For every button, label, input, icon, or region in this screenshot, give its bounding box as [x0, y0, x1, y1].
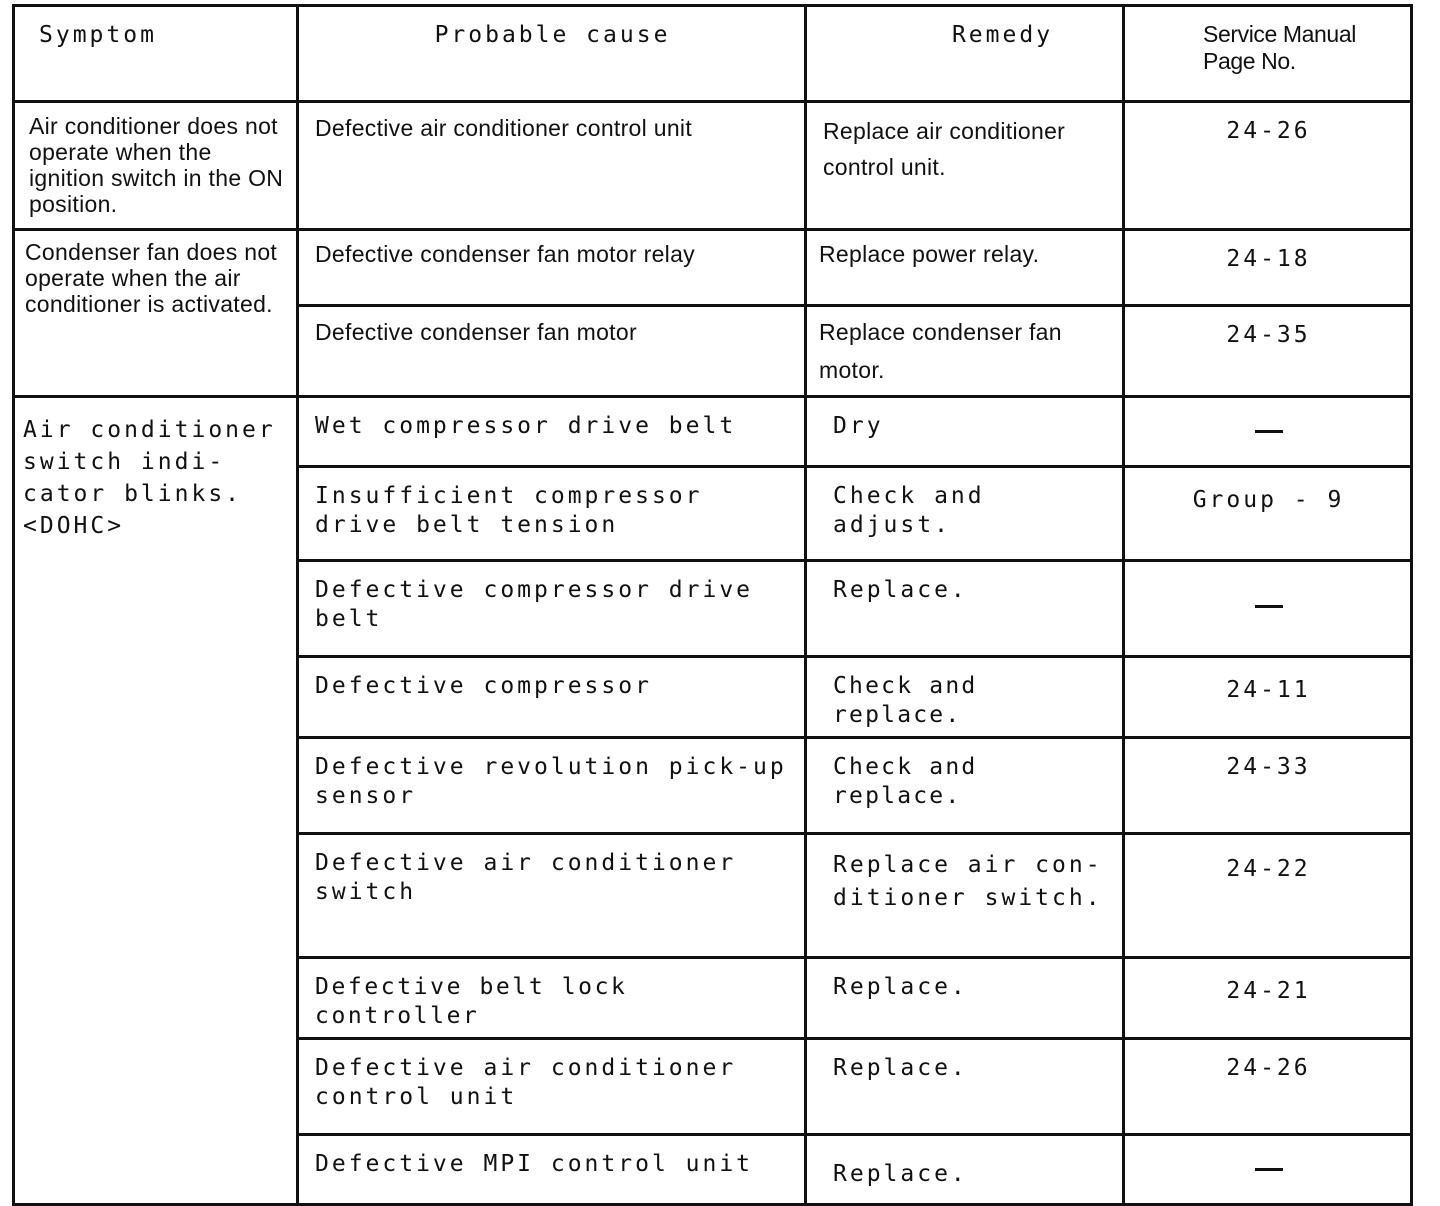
remedy-cell: Replace air conditioner control unit. — [806, 102, 1124, 230]
remedy-cell: Check and adjust. — [806, 467, 1124, 561]
cause-cell: Defective air conditioner switch — [298, 834, 806, 958]
cause-cell: Defective belt lock controller — [298, 958, 806, 1039]
dash-mark — [1255, 430, 1283, 433]
remedy-cell: Replace. — [806, 958, 1124, 1039]
remedy-cell: Dry — [806, 397, 1124, 467]
page-cell: 24-33 — [1124, 738, 1412, 834]
header-probable-cause: Probable cause — [298, 6, 806, 102]
table-row — [14, 397, 1412, 467]
remedy-cell: Check and replace. — [806, 738, 1124, 834]
cause-cell: Defective compressor — [298, 657, 806, 738]
cause-cell: Defective air conditioner control unit — [298, 1039, 806, 1135]
page-cell — [1124, 1135, 1412, 1205]
header-row — [14, 6, 1412, 102]
symptom-cell: Condenser fan does not operate when the air conditioner is activated. — [14, 230, 298, 397]
page-cell — [1124, 397, 1412, 467]
remedy-cell: Replace condenser fan motor. — [806, 306, 1124, 397]
page-cell — [1124, 561, 1412, 657]
page-cell: 24-35 — [1124, 306, 1412, 397]
symptom-cell: Air conditioner switch indi- cator blinks. <DOHC> — [14, 397, 298, 1205]
header-symptom: Symptom — [14, 6, 298, 102]
cause-cell: Insufficient compressor drive belt tension — [298, 467, 806, 561]
cause-cell: Defective compressor drive belt — [298, 561, 806, 657]
remedy-cell: Replace air con- ditioner switch. — [806, 834, 1124, 958]
page-cell: 24-11 — [1124, 657, 1412, 738]
cause-cell: Defective MPI control unit — [298, 1135, 806, 1205]
table-row — [14, 230, 1412, 306]
symptom-cell: Air conditioner does not operate when the ignition switch in the ON position. — [14, 102, 298, 230]
remedy-cell: Replace. — [806, 1135, 1124, 1205]
page-cell: Group - 9 — [1124, 467, 1412, 561]
page-cell: 24-22 — [1124, 834, 1412, 958]
remedy-cell: Replace. — [806, 561, 1124, 657]
page-cell: 24-26 — [1124, 102, 1412, 230]
page-cell: 24-21 — [1124, 958, 1412, 1039]
cause-cell: Defective air conditioner control unit — [298, 102, 806, 230]
cause-cell: Defective condenser fan motor relay — [298, 230, 806, 306]
remedy-cell: Replace power relay. — [806, 230, 1124, 306]
dash-mark — [1255, 605, 1283, 608]
troubleshooting-table — [12, 4, 1413, 1206]
dash-mark — [1255, 1168, 1283, 1171]
cause-cell: Wet compressor drive belt — [298, 397, 806, 467]
table-row — [14, 102, 1412, 230]
header-service-manual-page: Service Manual Page No. — [1124, 6, 1412, 102]
page-cell: 24-26 — [1124, 1039, 1412, 1135]
page-cell: 24-18 — [1124, 230, 1412, 306]
cause-cell: Defective condenser fan motor — [298, 306, 806, 397]
header-remedy: Remedy — [806, 6, 1124, 102]
cause-cell: Defective revolution pick-up sensor — [298, 738, 806, 834]
remedy-cell: Replace. — [806, 1039, 1124, 1135]
remedy-cell: Check and replace. — [806, 657, 1124, 738]
